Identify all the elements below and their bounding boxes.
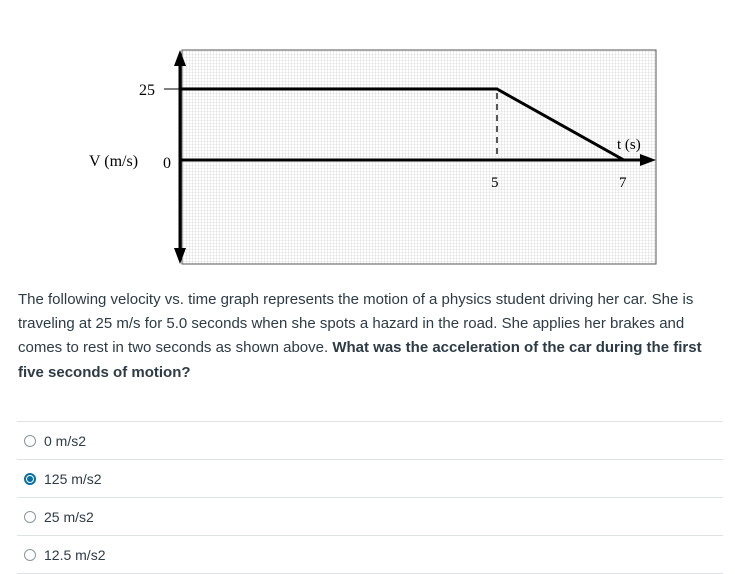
y-axis-label: V (m/s) [89,153,139,170]
answer-radio[interactable] [24,549,36,561]
answer-label: 12.5 m/s2 [44,546,106,563]
answer-label: 25 m/s2 [44,508,94,525]
answer-option-2[interactable] [17,460,723,498]
answer-option-1[interactable] [17,422,723,460]
y-tick-25-label: 25 [139,82,155,99]
x-tick-5-label: 5 [491,175,499,191]
answer-option-4[interactable] [17,536,723,574]
graph-grid [182,50,656,264]
answer-label: 0 m/s2 [44,432,87,449]
question-prompt: What was the acceleration of the car during the first five seconds of motion? [18,339,702,381]
question-body: The following velocity vs. time graph represents the motion of a physics student driving her car. She is traveling at 25 m/s for 5.0 seconds when she spots a hazard in the road. She applies her brakes and comes to rest in two seconds as shown above. [18,291,694,357]
velocity-time-graph [0,0,735,280]
answer-label: 125 m/s2 [44,470,102,487]
answer-radio[interactable] [24,511,36,523]
question-text [18,288,723,385]
answer-radio[interactable] [24,435,36,447]
answer-list [17,421,723,574]
x-tick-7-label: 7 [619,175,627,191]
x-axis-label: t (s) [617,137,641,153]
graph-svg [0,0,735,280]
answer-option-3[interactable] [17,498,723,536]
answer-radio[interactable] [24,473,36,485]
y-tick-0-label: 0 [163,155,171,172]
